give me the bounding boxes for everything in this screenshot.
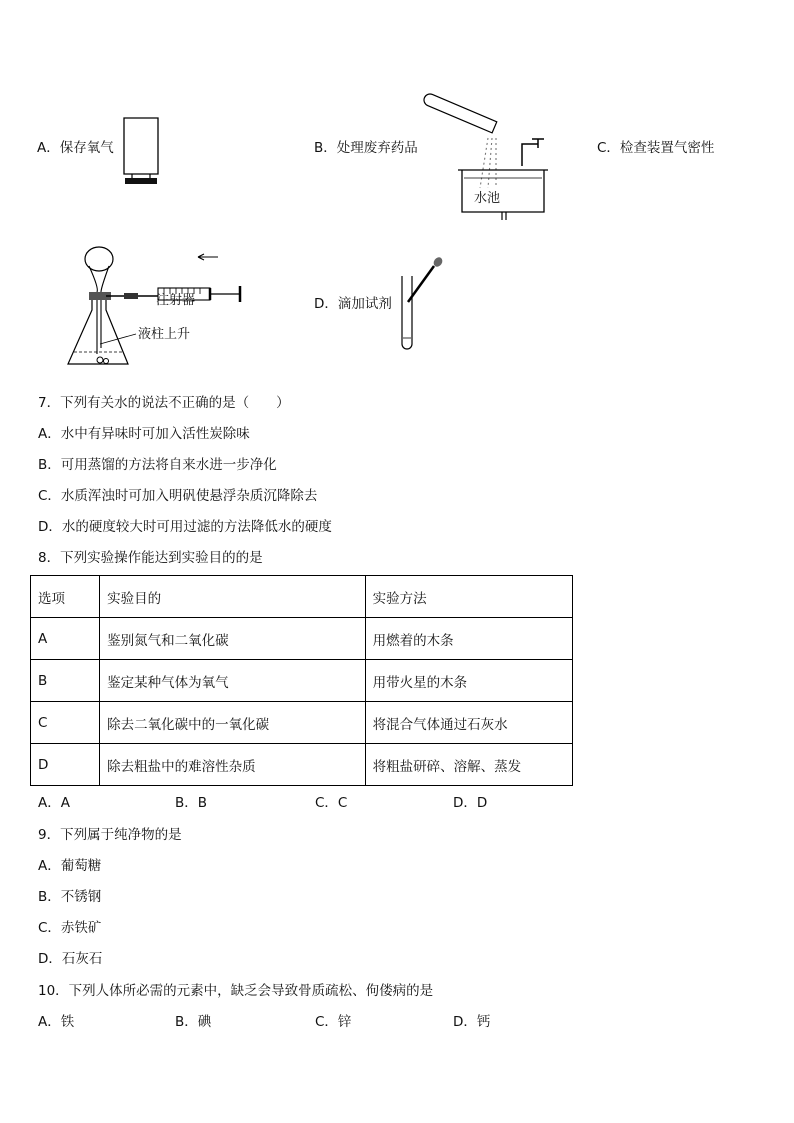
q9-option-a: A．葡萄糖 <box>38 858 102 874</box>
q9-option-d: D．石灰石 <box>38 951 103 967</box>
table-cell: A <box>31 618 100 660</box>
table-header-cell: 实验目的 <box>100 576 365 618</box>
table-cell: 用燃着的木条 <box>365 618 572 660</box>
airtightness-apparatus-illustration <box>64 244 254 372</box>
q7-option-b: B．可用蒸馏的方法将自来水进一步净化 <box>38 457 277 473</box>
q7-stem: 7．下列有关水的说法不正确的是（ ） <box>38 395 290 411</box>
table-cell: C <box>31 702 100 744</box>
q8-option-c: C．C <box>315 795 348 811</box>
gas-bottle-illustration <box>118 116 168 188</box>
table-cell: 鉴别氮气和二氧化碳 <box>100 618 365 660</box>
figure-d-label: D．滴加试剂 <box>314 296 392 312</box>
q10-option-a: A．铁 <box>38 1014 75 1030</box>
table-header-row <box>31 576 573 618</box>
experiment-table <box>30 575 573 786</box>
q7-option-a: A．水中有异味时可加入活性炭除味 <box>38 426 250 442</box>
table-cell: D <box>31 744 100 786</box>
q8-option-d: D．D <box>453 795 488 811</box>
q9-stem: 9．下列属于纯净物的是 <box>38 827 182 843</box>
table-row <box>31 702 573 744</box>
syringe-caption: 注射器 <box>156 293 196 308</box>
table-row <box>31 618 573 660</box>
q7-option-c: C．水质浑浊时可加入明矾使悬浮杂质沉降除去 <box>38 488 318 504</box>
table-cell: 用带火星的木条 <box>365 660 572 702</box>
table-row <box>31 744 573 786</box>
table-row <box>31 660 573 702</box>
table-cell: 将混合气体通过石灰水 <box>365 702 572 744</box>
table-cell: 除去粗盐中的难溶性杂质 <box>100 744 365 786</box>
table-cell: 除去二氧化碳中的一氧化碳 <box>100 702 365 744</box>
figure-c-label: C．检查装置气密性 <box>597 140 715 156</box>
liquid-rise-caption: 液柱上升 <box>138 327 191 342</box>
sink-caption: 水池 <box>474 191 501 206</box>
table-cell: 将粗盐研碎、溶解、蒸发 <box>365 744 572 786</box>
q9-option-c: C．赤铁矿 <box>38 920 102 936</box>
table-cell: B <box>31 660 100 702</box>
q8-option-a: A．A <box>38 795 70 811</box>
q10-option-b: B．碘 <box>175 1014 212 1030</box>
q10-option-c: C．锌 <box>315 1014 352 1030</box>
q9-option-b: B．不锈钢 <box>38 889 102 905</box>
q8-option-b: B．B <box>175 795 208 811</box>
q10-option-d: D．钙 <box>453 1014 491 1030</box>
q8-stem: 8．下列实验操作能达到实验目的的是 <box>38 550 263 566</box>
table-header-cell: 选项 <box>31 576 100 618</box>
table-cell: 鉴定某种气体为氧气 <box>100 660 365 702</box>
figure-a-label: A．保存氧气 <box>37 140 114 156</box>
figure-b-label: B．处理废弃药品 <box>314 140 418 156</box>
q7-option-d: D．水的硬度较大时可用过滤的方法降低水的硬度 <box>38 519 332 535</box>
table-header-cell: 实验方法 <box>365 576 572 618</box>
dropper-illustration <box>396 256 450 356</box>
q10-stem: 10．下列人体所必需的元素中，缺乏会导致骨质疏松、佝偻病的是 <box>38 983 434 999</box>
